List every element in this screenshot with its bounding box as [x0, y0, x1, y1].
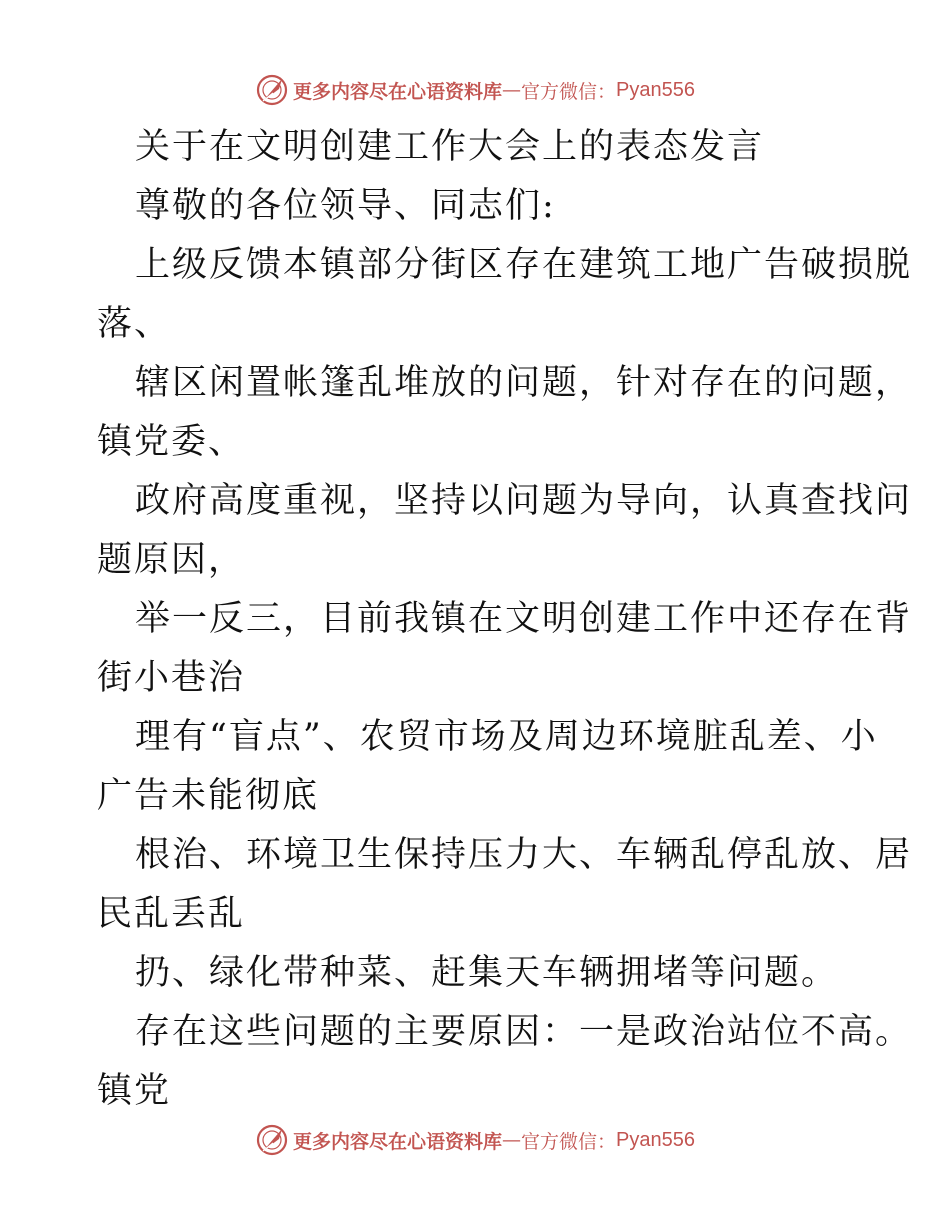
text-line: 街小巷治 [97, 658, 246, 698]
watermark-wechat-label: 官方微信： [521, 80, 617, 103]
text-line: 理有“盲点”、农贸市场及周边环境脏乱差、小 [135, 717, 878, 757]
text-line: 根治、环境卫生保持压力大、车辆乱停乱放、居 [135, 835, 913, 875]
text-line: 民乱丢乱 [97, 894, 246, 934]
text-line: 题原因， [97, 540, 246, 580]
footer-watermark-banner [0, 1120, 950, 1160]
quill-logo-icon [255, 1123, 289, 1157]
header-watermark-banner [0, 70, 950, 110]
text-line: 扔、绿化带种菜、赶集天车辆拥堵等问题。 [135, 953, 839, 993]
document-title: 关于在文明创建工作大会上的表态发言 [135, 127, 765, 167]
text-line: 举一反三，目前我镇在文明创建工作中还存在背 [135, 599, 913, 639]
text-line: 辖区闲置帐篷乱堆放的问题，针对存在的问题， [135, 363, 913, 403]
watermark-brand-text: 更多内容尽在心语资料库 [293, 1130, 503, 1153]
text-line: 镇党委、 [97, 422, 246, 462]
text-line: 镇党 [97, 1071, 172, 1111]
text-line: 落、 [97, 304, 172, 344]
watermark-brand-text: 更多内容尽在心语资料库 [293, 80, 503, 103]
watermark-dash: — [502, 1129, 522, 1151]
watermark-wechat-id: Pyan556 [616, 1128, 695, 1151]
text-line: 广告未能彻底 [97, 776, 320, 816]
text-line: 政府高度重视，坚持以问题为导向，认真查找问 [135, 481, 913, 521]
text-line: 存在这些问题的主要原因：一是政治站位不高。 [135, 1012, 913, 1052]
text-line: 上级反馈本镇部分街区存在建筑工地广告破损脱 [135, 245, 913, 285]
quill-logo-icon [255, 73, 289, 107]
watermark-wechat-id: Pyan556 [616, 78, 695, 101]
document-body [97, 118, 913, 1121]
watermark-wechat-label: 官方微信： [521, 1130, 617, 1153]
watermark-dash: — [502, 79, 522, 101]
salutation: 尊敬的各位领导、同志们: [135, 186, 556, 226]
